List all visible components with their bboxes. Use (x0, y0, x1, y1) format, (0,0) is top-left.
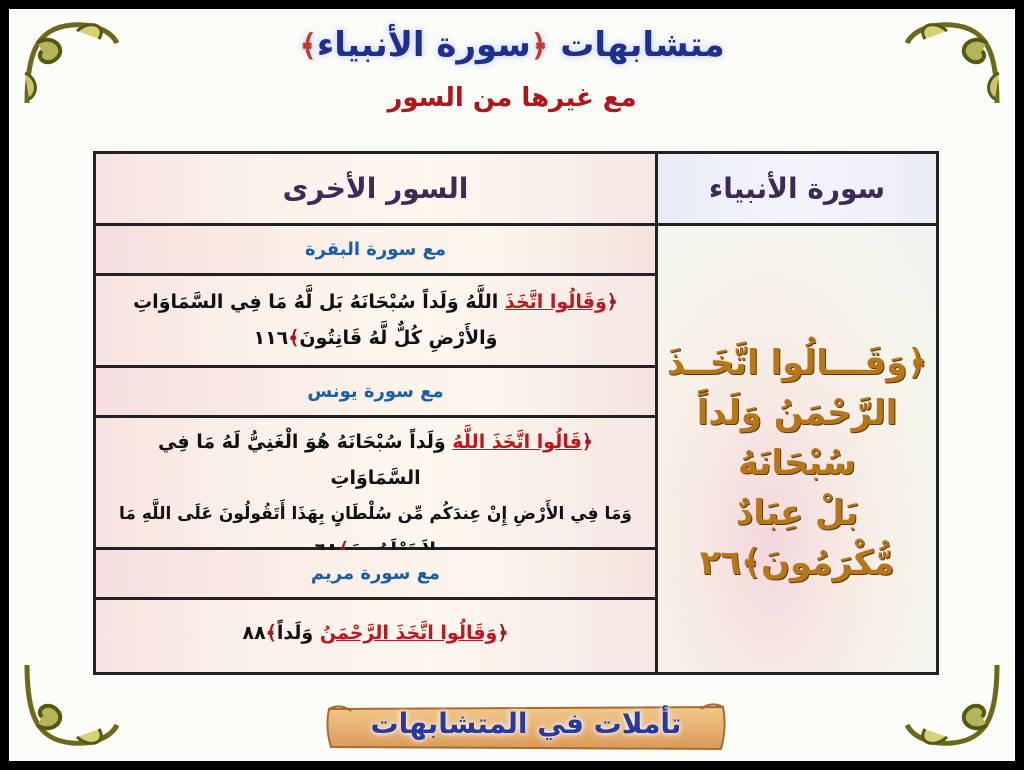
other-surahs-header: السور الأخرى (96, 154, 655, 226)
verse-highlight: وَقَالُوا اتَّخَذَ (504, 291, 607, 313)
verse-yunus: ﴿قَالُوا اتَّخَذَ اللَّهُ وَلَداً سُبْحَانَهُ هُوَ الْغَنِيُّ لَهُ مَا فِي السَّمَاوَاتِ وَمَا فِي الأَرْضِ إِنْ عِندَكُم مِّن سُلْطَانٍ بِهَذَا أَتَقُولُونَ عَلَى اللَّهِ مَا (96, 418, 655, 550)
surah-label-baqara: مع سورة البقرة (96, 226, 655, 276)
anbiya-column (658, 154, 936, 672)
title-prefix: متشابهات (560, 25, 725, 65)
verse-text: وَمَا فِي الأَرْضِ إِنْ عِندَكُم مِّن سُلْطَانٍ بِهَذَا أَتَقُولُونَ عَلَى اللَّهِ مَا (119, 504, 632, 524)
verse-number: ١١٦ (253, 327, 289, 349)
page-subtitle: مع غيرها من السور (387, 83, 637, 113)
anbiya-verse-panel (658, 226, 936, 672)
verse-text: وَلَداً (276, 622, 314, 644)
title-open-bracket: ﴿ (530, 29, 549, 64)
anbiya-verse (658, 338, 936, 588)
anbiya-verse-line: ﴿وَقَـــالُوا اتَّخَــذَ (666, 343, 928, 383)
verse-text: اللَّهُ وَلَداً سُبْحَانَهُ بَل لَّهُ مَا فِي السَّمَاوَاتِ (133, 291, 499, 313)
anbiya-verse-line: الرَّحْمَنُ وَلَداً سُبْحَانَهُ (696, 393, 898, 483)
verse-highlight: وَقَالُوا اتَّخَذَ الرَّحْمَنُ (319, 622, 498, 644)
verse-baqara: ﴿وَقَالُوا اتَّخَذَ اللَّهُ وَلَداً سُبْحَانَهُ بَل لَّهُ مَا فِي السَّمَاوَاتِ وَالأَرْضِ كُلٌّ لَّهُ قَانِتُونَ﴾١١٦ (96, 276, 655, 368)
title-close-bracket: ﴾ (299, 29, 317, 64)
verse-text: وَلَداً سُبْحَانَهُ هُوَ الْغَنِيُّ لَهُ مَا فِي السَّمَاوَاتِ (157, 431, 446, 489)
anbiya-verse-line: بَلْ عِبَادٌ مُّكْرَمُونَ﴾٢٦ (699, 493, 895, 583)
verse-highlight: قَالُوا اتَّخَذَ اللَّهُ (452, 431, 582, 453)
banner-text: تأملات في المتشابهات (370, 707, 682, 740)
page-frame (9, 9, 1015, 761)
comparison-table (93, 151, 939, 675)
surah-label-yunus: مع سورة يونس (96, 368, 655, 418)
anbiya-header: سورة الأنبياء (658, 154, 936, 226)
verse-maryam: ﴿وَقَالُوا اتَّخَذَ الرَّحْمَنُ وَلَداً﴾٨٨ (96, 600, 655, 672)
verse-number: ٨٨ (242, 622, 266, 644)
footer-banner (321, 697, 731, 757)
other-surahs-column (96, 154, 658, 672)
page-title (9, 25, 1015, 65)
verse-text: وَالأَرْضِ كُلٌّ لَّهُ قَانِتُونَ (299, 327, 498, 349)
title-surah: سورة الأنبياء (316, 25, 531, 65)
surah-label-maryam: مع سورة مريم (96, 550, 655, 600)
